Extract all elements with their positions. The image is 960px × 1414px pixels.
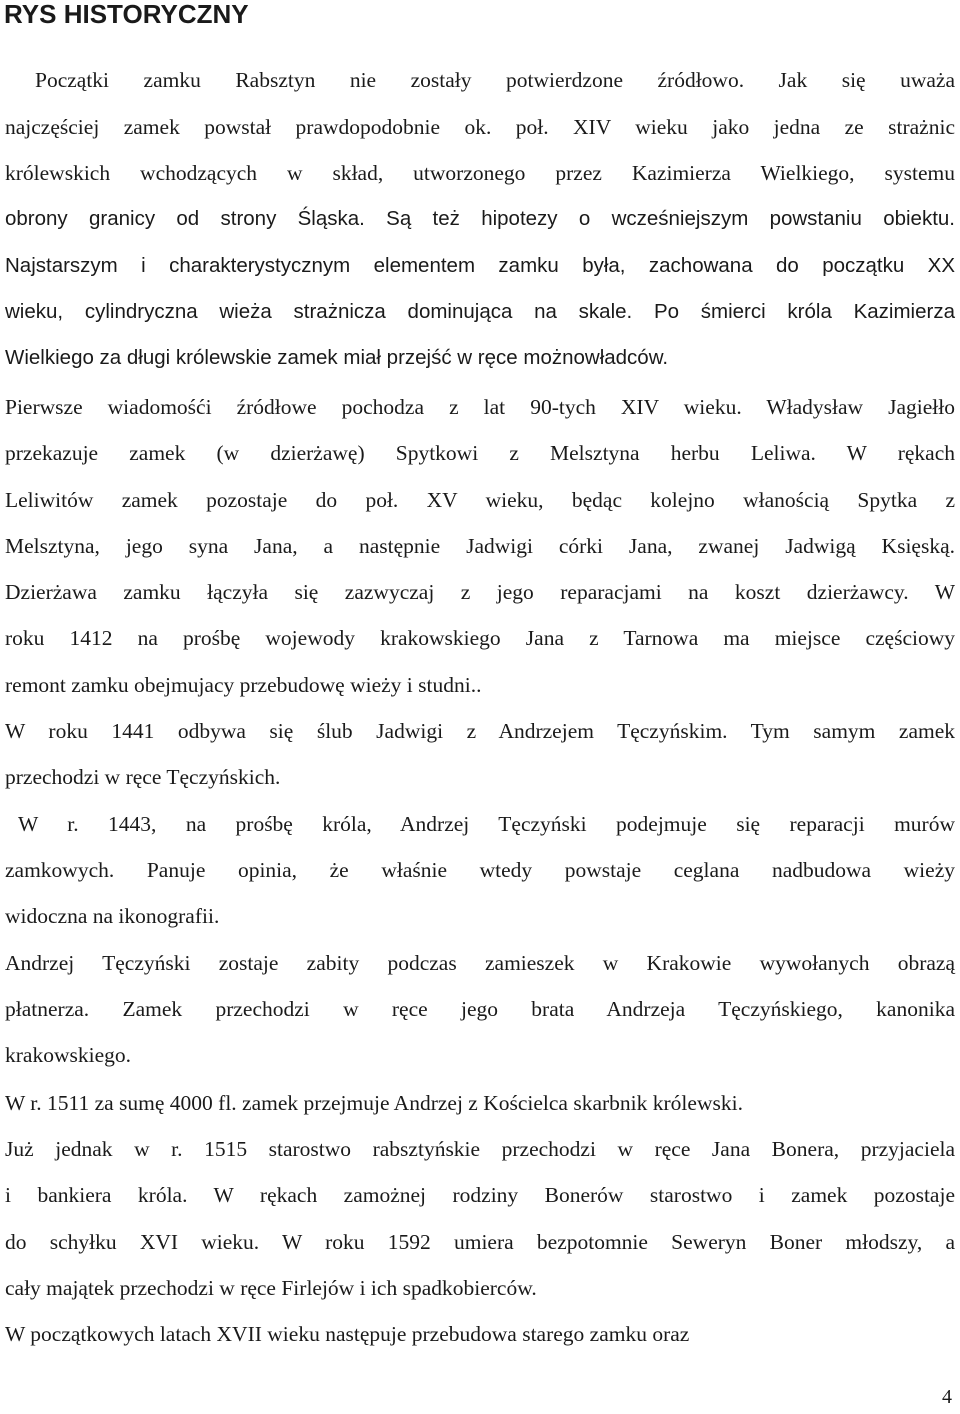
text-line: do schyłku XVI wieku. W roku 1592 umiera bezpotomnie Seweryn Boner młodszy, a — [5, 1230, 955, 1254]
text-line: przekazuje zamek (w dzierżawę) Spytkowi z Melsztyna herbu Leliwa. W rękach — [5, 441, 955, 465]
text-line: przechodzi w ręce Tęczyńskich. — [5, 765, 281, 789]
text-line: Andrzej Tęczyński zostaje zabity podczas zamieszek w Krakowie wywołanych obrazą — [5, 951, 955, 975]
text-line: W roku 1441 odbywa się ślub Jadwigi z Andrzejem Tęczyńskim. Tym samym zamek — [5, 719, 955, 743]
text-line: najczęściej zamek powstał prawdopodobnie ok. poł. XIV wieku jako jedna ze strażnic — [5, 115, 955, 139]
text-line: Wielkiego za długi królewskie zamek miał przejść w ręce możnowładców. — [5, 346, 669, 369]
text-line: Początki zamku Rabsztyn nie zostały potwierdzone źródłowo. Jak się uważa — [35, 68, 955, 92]
text-line: Dzierżawa zamku łączyła się zazwyczaj z jego reparacjami na koszt dzierżawcy. W — [5, 580, 955, 604]
text-line: Najstarszym i charakterystycznym elementem zamku była, zachowana do początku XX — [5, 254, 955, 277]
text-line: wieku, cylindryczna wieża strażnicza dominująca na skale. Po śmierci króla Kazimierza — [5, 300, 955, 323]
page-number: 4 — [942, 1386, 952, 1408]
text-line: Melsztyna, jego syna Jana, a następnie Jadwigi córki Jana, zwanej Jadwigą Księską. — [5, 534, 955, 558]
page-title: RYS HISTORYCZNY — [4, 0, 249, 29]
text-line: remont zamku obejmujacy przebudowę wieży i studni.. — [5, 673, 482, 697]
text-line: roku 1412 na prośbę wojewody krakowskiego Jana z Tarnowa ma miejsce częściowy — [5, 626, 955, 650]
text-line: i bankiera króla. W rękach zamożnej rodziny Bonerów starostwo i zamek pozostaje — [5, 1183, 955, 1207]
text-line: cały majątek przechodzi w ręce Firlejów i ich spadkobierców. — [5, 1276, 537, 1300]
text-line: widoczna na ikonografii. — [5, 904, 220, 928]
text-line: płatnerza. Zamek przechodzi w ręce jego brata Andrzeja Tęczyńskiego, kanonika — [5, 997, 955, 1021]
text-line: W r. 1511 za sumę 4000 fl. zamek przejmuje Andrzej z Kościelca skarbnik królewski. — [5, 1091, 743, 1115]
text-line: Leliwitów zamek pozostaje do poł. XV wieku, będąc kolejno włanością Spytka z — [5, 488, 955, 512]
text-line: krakowskiego. — [5, 1043, 131, 1067]
text-line: zamkowych. Panuje opinia, że właśnie wtedy powstaje ceglana nadbudowa wieży — [5, 858, 955, 882]
text-line: Już jednak w r. 1515 starostwo rabsztyńskie przechodzi w ręce Jana Bonera, przyjaciela — [5, 1137, 955, 1161]
text-line: Pierwsze wiadomośći źródłowe pochodza z lat 90-tych XIV wieku. Władysław Jagiełło — [5, 395, 955, 419]
text-line: królewskich wchodzących w skład, utworzonego przez Kazimierza Wielkiego, systemu — [5, 161, 955, 185]
text-line: W r. 1443, na prośbę króla, Andrzej Tęczyński podejmuje się reparacji murów — [18, 812, 955, 836]
text-line: obrony granicy od strony Śląska. Są też hipotezy o wcześniejszym powstaniu obiektu. — [5, 207, 955, 230]
text-line: W początkowych latach XVII wieku następuje przebudowa starego zamku oraz — [5, 1322, 690, 1346]
